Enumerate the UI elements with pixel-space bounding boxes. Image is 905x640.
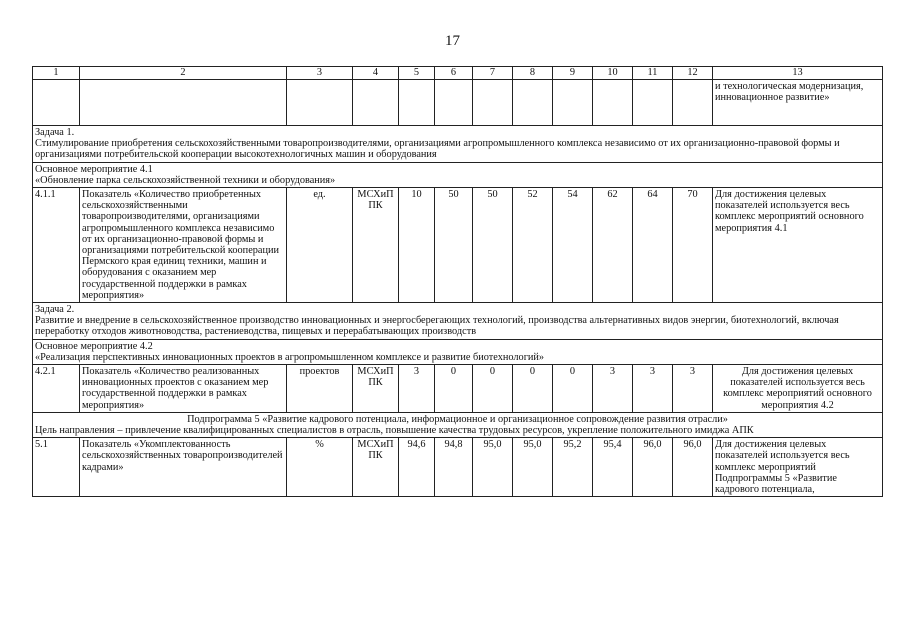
row-number: 4.2.1 xyxy=(33,365,80,413)
row-number: 4.1.1 xyxy=(33,188,80,303)
subprogram-title: Подпрограмма 5 «Развитие кадрового потенциала, информационное и организационное сопровождение развития отрасли» xyxy=(187,413,728,425)
header-cell: 4 xyxy=(353,67,399,80)
value-cell: 50 xyxy=(473,188,513,303)
value-cell: 10 xyxy=(399,188,435,303)
value-cell: 95,2 xyxy=(553,438,593,497)
table-row xyxy=(33,438,883,497)
header-row xyxy=(33,67,883,80)
task-row xyxy=(33,303,883,340)
value-cell: 70 xyxy=(673,188,713,303)
header-cell: 9 xyxy=(553,67,593,80)
value-cell: 50 xyxy=(435,188,473,303)
org-cell: МСХиП ПК xyxy=(353,188,399,303)
header-cell: 5 xyxy=(399,67,435,80)
subprogram-row xyxy=(33,412,883,437)
header-cell: 8 xyxy=(513,67,553,80)
subprogram-goal: Цель направления – привлечение квалифицированных специалистов в отрасль, повышение качества трудовых ресурсов, укрепление положительного имиджа АПК xyxy=(35,425,754,437)
event-text: «Обновление парка сельскохозяйственной техники и оборудования» xyxy=(35,174,336,186)
value-cell: 0 xyxy=(435,365,473,413)
header-cell: 10 xyxy=(593,67,633,80)
task-title: Задача 1. xyxy=(35,127,75,138)
unit-cell: проектов xyxy=(287,365,353,413)
header-cell: 7 xyxy=(473,67,513,80)
event-title: Основное мероприятие 4.1 xyxy=(35,163,153,175)
header-cell: 12 xyxy=(673,67,713,80)
value-cell: 94,6 xyxy=(399,438,435,497)
value-cell: 95,0 xyxy=(513,438,553,497)
note-cell: Для достижения целевых показателей используется весь комплекс мероприятий основного мероприятия 4.1 xyxy=(713,188,883,303)
org-cell: МСХиП ПК xyxy=(353,438,399,497)
event-row xyxy=(33,162,883,187)
task-row xyxy=(33,126,883,163)
indicators-table xyxy=(32,66,883,497)
value-cell: 3 xyxy=(593,365,633,413)
value-cell: 94,8 xyxy=(435,438,473,497)
value-cell: 3 xyxy=(399,365,435,413)
value-cell: 95,4 xyxy=(593,438,633,497)
note-cell: Для достижения целевых показателей используется весь комплекс мероприятий Подпрограммы 5 «Развитие кадрового потенциала, xyxy=(713,438,883,497)
value-cell: 3 xyxy=(673,365,713,413)
event-row xyxy=(33,339,883,364)
value-cell: 54 xyxy=(553,188,593,303)
header-cell: 13 xyxy=(713,67,883,80)
value-cell: 3 xyxy=(633,365,673,413)
value-cell: 95,0 xyxy=(473,438,513,497)
value-cell: 64 xyxy=(633,188,673,303)
value-cell: 0 xyxy=(513,365,553,413)
indicator-name: Показатель «Количество приобретенных сельскохозяйственными товаропроизводителями, организациями агропромышленного комплекса независимо от их организационно-правовой формы и организациями потребительской кооперации Пермского края единиц техники, машин и оборудования с оказанием мер государственной поддержки в рамках мероприятия» xyxy=(80,188,287,303)
task-text: Развитие и внедрение в сельскохозяйственное производство инновационных и энергосберегающих технологий, производства альтернативных видов энергии, биотехнологий, включая переработку отходов животноводства, растениеводства, пищевых и перерабатывающих производств xyxy=(35,315,839,338)
header-cell: 1 xyxy=(33,67,80,80)
unit-cell: ед. xyxy=(287,188,353,303)
header-cell: 2 xyxy=(80,67,287,80)
header-cell: 6 xyxy=(435,67,473,80)
value-cell: 96,0 xyxy=(633,438,673,497)
value-cell: 0 xyxy=(553,365,593,413)
table-row xyxy=(33,188,883,303)
continuation-note: и технологическая модернизация, инновационное развитие» xyxy=(713,80,883,126)
task-text: Стимулирование приобретения сельскохозяйственными товаропроизводителями, организациями агропромышленного комплекса независимо от их организационно-правовой формы и организациями потребительской кооперации высокотехнологичных машин и оборудования xyxy=(35,138,840,161)
unit-cell: % xyxy=(287,438,353,497)
header-cell: 11 xyxy=(633,67,673,80)
page-number: 17 xyxy=(445,33,460,49)
indicator-name: Показатель «Укомплектованность сельскохозяйственных товаропроизводителей кадрами» xyxy=(80,438,287,497)
row-number: 5.1 xyxy=(33,438,80,497)
indicator-name: Показатель «Количество реализованных инновационных проектов с оказанием мер государственной поддержки в рамках мероприятия» xyxy=(80,365,287,413)
event-text: «Реализация перспективных инновационных проектов в агропромышленном комплексе и развитие биотехнологий» xyxy=(35,351,545,363)
value-cell: 96,0 xyxy=(673,438,713,497)
value-cell: 0 xyxy=(473,365,513,413)
value-cell: 62 xyxy=(593,188,633,303)
value-cell: 52 xyxy=(513,188,553,303)
header-cell: 3 xyxy=(287,67,353,80)
org-cell: МСХиП ПК xyxy=(353,365,399,413)
task-title: Задача 2. xyxy=(35,304,75,316)
continuation-row xyxy=(33,80,883,126)
table-row xyxy=(33,365,883,413)
note-cell: Для достижения целевых показателей используется весь комплекс мероприятий основного мероприятия 4.2 xyxy=(713,365,883,413)
event-title: Основное мероприятие 4.2 xyxy=(35,340,153,352)
